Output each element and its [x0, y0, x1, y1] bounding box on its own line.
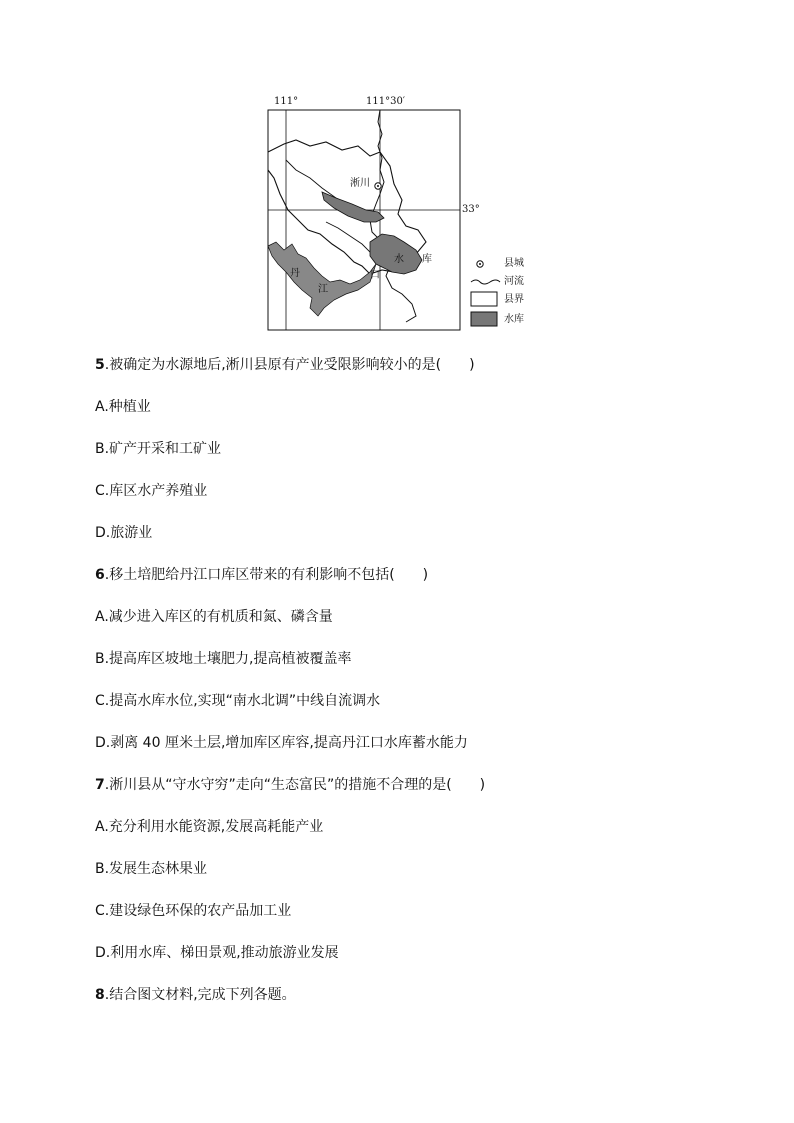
reservoir-west — [268, 242, 376, 316]
question-7-option-d: D.利用水库、梯田景观,推动旅游业发展 — [95, 945, 339, 961]
question-7-option-a: A.充分利用水能资源,发展高耗能产业 — [95, 819, 324, 835]
latitude-label-33: 33° — [462, 204, 480, 215]
question-6-option-c: C.提高水库水位,实现“南水北调”中线自流调水 — [95, 693, 381, 709]
question-number: 8 — [95, 987, 105, 1003]
longitude-label-111-30: 111°30′ — [366, 96, 406, 107]
longitude-label-111: 111° — [274, 96, 299, 107]
question-text: .移土培肥给丹江口库区带来的有利影响不包括( ) — [104, 567, 429, 583]
question-number: 7 — [95, 777, 105, 793]
question-text: .结合图文材料,完成下列各题。 — [104, 987, 296, 1003]
question-6-option-b: B.提高库区坡地土壤肥力,提高植被覆盖率 — [95, 651, 352, 667]
map-legend — [471, 261, 500, 326]
river-label-3: 口 — [370, 270, 380, 281]
question-5-stem — [95, 355, 475, 375]
legend-label-county-town: 县城 — [504, 258, 524, 269]
river-icon — [471, 280, 500, 284]
question-7-stem — [95, 775, 485, 795]
question-text: .淅川县从“守水守穷”走向“生态富民”的措施不合理的是( ) — [104, 777, 486, 793]
river-label-2: 江 — [318, 284, 328, 295]
legend-label-county-boundary: 县界 — [504, 294, 524, 305]
question-6-stem — [95, 565, 428, 585]
reservoir-label-2: 库 — [422, 254, 432, 265]
city-label: 淅川 — [350, 178, 370, 189]
question-5-option-a: A.种植业 — [95, 399, 151, 415]
question-number: 5 — [95, 357, 105, 373]
county-boundary-icon — [471, 292, 497, 306]
question-5-option-b: B.矿产开采和工矿业 — [95, 441, 222, 457]
legend-label-river: 河流 — [504, 276, 524, 287]
reservoir-label-1: 水 — [394, 254, 404, 265]
question-7-option-b: B.发展生态林果业 — [95, 861, 208, 877]
question-number: 6 — [95, 567, 105, 583]
question-6-option-a: A.减少进入库区的有机质和氮、磷含量 — [95, 609, 333, 625]
reservoir-icon — [471, 312, 497, 326]
river-label-1: 丹 — [290, 268, 300, 279]
reservoir-map — [266, 94, 536, 332]
map-graphic — [266, 94, 536, 332]
question-6-option-d: D.剥离 40 厘米土层,增加库区库容,提高丹江口水库蓄水能力 — [95, 735, 468, 751]
question-text: .被确定为水源地后,淅川县原有产业受限影响较小的是( ) — [104, 357, 475, 373]
question-5-option-d: D.旅游业 — [95, 525, 153, 541]
question-7-option-c: C.建设绿色环保的农产品加工业 — [95, 903, 292, 919]
legend-label-reservoir: 水库 — [504, 314, 524, 325]
question-5-option-c: C.库区水产养殖业 — [95, 483, 208, 499]
question-8-stem — [95, 985, 296, 1005]
